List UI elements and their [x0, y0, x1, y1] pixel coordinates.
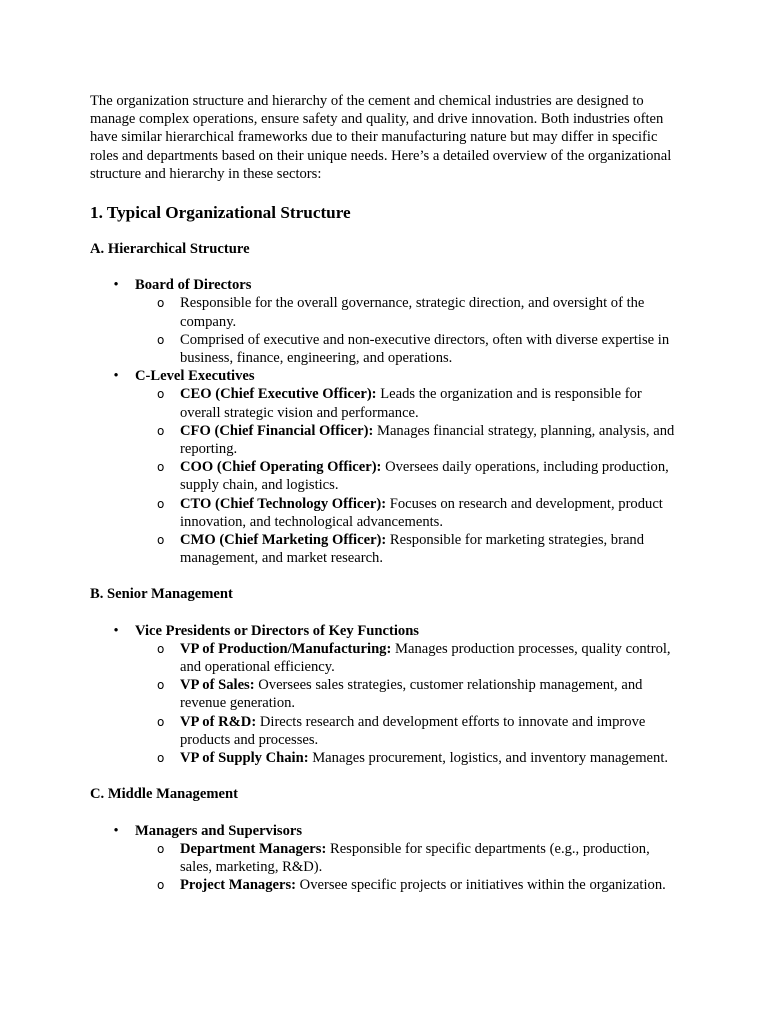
list-item [90, 622, 678, 768]
group-title: Vice Presidents or Directors of Key Functions [135, 622, 419, 639]
role-title: Project Managers: [180, 877, 297, 894]
circle-bullet-icon: o [157, 332, 165, 347]
role-description: Manages production processes, quality control, and operational efficiency. [180, 640, 671, 676]
role-title: CFO (Chief Financial Officer): [180, 422, 374, 439]
bullet-list [90, 276, 678, 567]
circle-bullet-icon: o [157, 751, 165, 766]
sub-list-item [135, 531, 678, 567]
circle-bullet-icon: o [157, 496, 165, 511]
role-title: VP of R&D: [180, 713, 257, 730]
bullet-icon: • [113, 822, 119, 839]
sub-bullet-list [135, 385, 678, 567]
role-description: Focuses on research and development, product innovation, and technological advancements. [180, 495, 663, 530]
circle-bullet-icon: o [157, 641, 165, 656]
section-heading: 1. Typical Organizational Structure [90, 203, 351, 223]
list-item [90, 276, 678, 367]
role-description: Responsible for the overall governance, strategic direction, and oversight of the company. [180, 295, 645, 330]
circle-bullet-icon: o [157, 878, 165, 893]
bullet-list [90, 822, 678, 895]
sub-list-item [135, 713, 678, 749]
circle-bullet-icon: o [157, 533, 165, 548]
circle-bullet-icon: o [157, 841, 165, 856]
subsection-heading: B. Senior Management [90, 586, 233, 603]
circle-bullet-icon: o [157, 460, 165, 475]
bullet-icon: • [113, 368, 119, 385]
bullet-icon: • [113, 622, 119, 639]
group-title: Managers and Supervisors [135, 822, 303, 839]
role-description: Manages procurement, logistics, and inventory management. [308, 750, 669, 767]
circle-bullet-icon: o [157, 678, 165, 693]
role-description: Manages financial strategy, planning, analysis, and reporting. [180, 422, 675, 458]
circle-bullet-icon: o [157, 423, 165, 438]
role-title: COO (Chief Operating Officer): [180, 459, 382, 476]
circle-bullet-icon: o [157, 387, 165, 402]
group-title: C-Level Executives [135, 368, 255, 385]
subsection-heading: C. Middle Management [90, 786, 238, 803]
list-item [90, 822, 678, 895]
sub-bullet-list [135, 840, 678, 895]
role-description: Directs research and development efforts to innovate and improve products and processes. [180, 713, 646, 748]
circle-bullet-icon: o [157, 714, 165, 729]
sections-container [90, 240, 678, 894]
role-title: VP of Sales: [180, 677, 255, 694]
intro-paragraph: The organization structure and hierarchy of the cement and chemical industries are designed to manage complex operations, ensure safety and quality, and drive innovation. Both industries often have similar hierarchical frameworks due to their manufacturing nature but may differ in specific roles and departments based on their unique needs. Here’s a detailed overview of the organizational structure and hierarchy in these sectors: [90, 93, 672, 182]
sub-list-item [135, 422, 678, 458]
sub-bullet-list [135, 294, 678, 367]
sub-list-item [135, 495, 678, 531]
role-description: Oversees daily operations, including production, supply chain, and logistics. [180, 459, 669, 494]
role-title: CEO (Chief Executive Officer): [180, 386, 377, 403]
role-description: Leads the organization and is responsible for overall strategic vision and performance. [180, 386, 642, 421]
role-description: Comprised of executive and non-executive directors, often with diverse expertise in business, finance, engineering, and operations. [180, 331, 670, 367]
role-description: Oversees sales strategies, customer relationship management, and revenue generation. [180, 677, 643, 712]
role-description: Responsible for specific departments (e.g., production, sales, marketing, R&D). [180, 840, 650, 875]
sub-bullet-list [135, 640, 678, 767]
circle-bullet-icon: o [157, 296, 165, 311]
role-description: Responsible for marketing strategies, brand management, and market research. [180, 532, 645, 567]
sub-list-item [135, 294, 678, 330]
sub-list-item [135, 385, 678, 421]
role-title: VP of Production/Manufacturing: [180, 640, 392, 657]
role-title: VP of Supply Chain: [180, 750, 309, 767]
sub-list-item [135, 876, 678, 894]
sub-list-item [135, 640, 678, 676]
role-title: CMO (Chief Marketing Officer): [180, 532, 387, 549]
list-item [90, 367, 678, 567]
sub-list-item [135, 840, 678, 876]
sub-list-item [135, 676, 678, 712]
sub-list-item [135, 749, 678, 767]
subsection-heading: A. Hierarchical Structure [90, 241, 250, 258]
group-title: Board of Directors [135, 277, 252, 294]
role-title: Department Managers: [180, 840, 327, 857]
sub-list-item [135, 331, 678, 367]
role-description: Oversee specific projects or initiatives within the organization. [296, 877, 666, 894]
bullet-icon: • [113, 277, 119, 294]
role-title: CTO (Chief Technology Officer): [180, 495, 387, 512]
bullet-list [90, 622, 678, 768]
sub-list-item [135, 458, 678, 494]
